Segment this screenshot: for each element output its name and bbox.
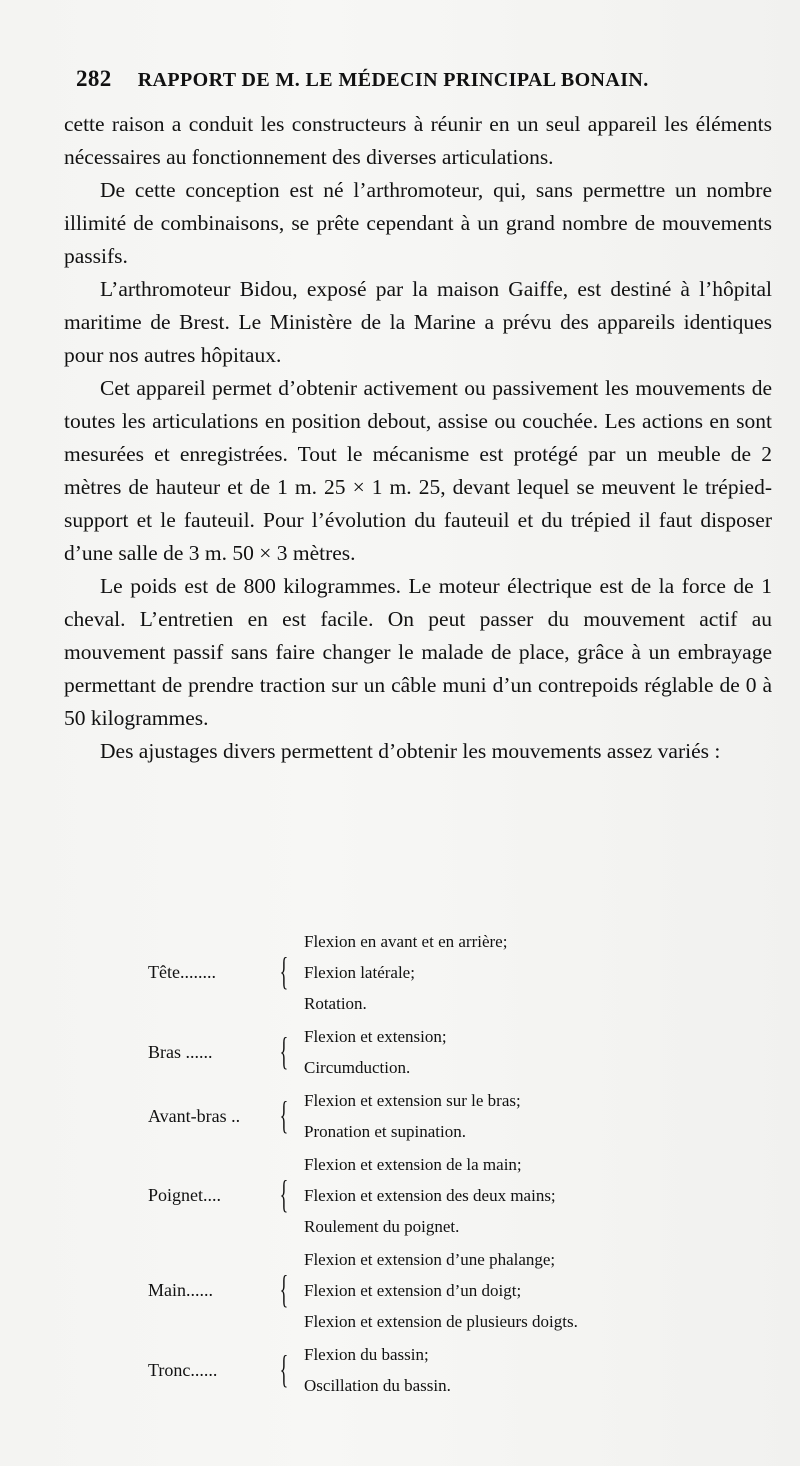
movement-item: Oscillation du bassin. — [304, 1376, 451, 1395]
movement-group-avant-bras — [148, 1085, 718, 1147]
movement-item: Roulement du poignet. — [304, 1217, 460, 1236]
brace-icon: { — [279, 1092, 289, 1137]
movement-group-main — [148, 1244, 718, 1337]
movement-item: Flexion et extension; — [304, 1027, 447, 1046]
paragraph-3: L’arthromoteur Bidou, exposé par la maison Gaiffe, est destiné à l’hôpital maritime de Brest. Le Ministère de la Marine a prévu des appareils identiques pour nos autres hôpitaux. — [64, 277, 772, 367]
group-items — [304, 1021, 447, 1083]
movement-item: Flexion latérale; — [304, 963, 415, 982]
paragraph-6: Des ajustages divers permettent d’obtenir les mouvements assez variés : — [100, 739, 721, 763]
brace-icon: { — [279, 1267, 289, 1312]
group-items — [304, 926, 507, 1019]
movement-item: Flexion en avant et en arrière; — [304, 932, 508, 951]
movement-item: Pronation et supination. — [304, 1122, 466, 1141]
movement-group-tronc — [148, 1339, 718, 1401]
movement-item: Flexion et extension des deux mains; — [304, 1186, 556, 1205]
group-label: Main...... — [148, 1280, 213, 1300]
group-items — [304, 1085, 521, 1147]
movements-table — [148, 926, 718, 1403]
movement-item: Flexion et extension de plusieurs doigts. — [304, 1312, 578, 1331]
movement-item: Flexion et extension d’une phalange; — [304, 1250, 556, 1269]
movement-item: Circumduction. — [304, 1058, 411, 1077]
group-label: Avant-bras .. — [148, 1105, 241, 1126]
brace-icon: { — [279, 949, 289, 994]
movement-item: Flexion du bassin; — [304, 1345, 429, 1364]
brace-icon: { — [279, 1346, 289, 1391]
brace-icon: { — [279, 1028, 289, 1073]
group-items — [304, 1339, 451, 1401]
movement-item: Flexion et extension sur le bras; — [304, 1091, 521, 1110]
page-header — [76, 66, 702, 100]
movement-item: Flexion et extension de la main; — [304, 1155, 522, 1174]
paragraph-5: Le poids est de 800 kilogrammes. Le moteur électrique est de la force de 1 cheval. L’entretien en est facile. On peut passer du mouvement actif au mouvement passif sans faire changer le malade de place, grâce à un embrayage permettant de prendre traction sur un câble muni d’un contrepoids réglable de 0 à 50 kilogrammes. — [64, 574, 772, 730]
brace-icon: { — [279, 1172, 289, 1217]
movement-group-poignet — [148, 1149, 718, 1242]
group-label: Bras ...... — [148, 1041, 213, 1062]
group-items — [304, 1244, 578, 1337]
group-label: Tête........ — [148, 962, 216, 982]
paragraph-4: Cet appareil permet d’obtenir activement ou passivement les mouvements de toutes les articulations en position debout, assise ou couchée. Les actions en sont mesurées et enregistrées. Tout le mécanisme est protégé par un meuble de 2 mètres de hauteur et de 1 m. 25 × 1 m. 25, devant lequel se meuvent le trépied-support et le fauteuil. Pour l’évolution du fauteuil et du trépied il faut disposer d’une salle de 3 m. 50 × 3 mètres. — [64, 376, 772, 565]
running-title: RAPPORT DE M. LE MÉDECIN PRINCIPAL BONAIN. — [137, 69, 649, 91]
group-items — [304, 1149, 556, 1242]
movement-group-bras — [148, 1021, 718, 1083]
movement-item: Flexion et extension d’un doigt; — [304, 1281, 522, 1300]
movement-group-tete — [148, 926, 718, 1019]
group-label: Tronc...... — [148, 1359, 218, 1380]
main-text — [64, 108, 772, 768]
page-number: 282 — [76, 66, 112, 91]
paragraph-1: cette raison a conduit les constructeurs à réunir en un seul appareil les éléments nécessaires au fonctionnement des diverses articulations. — [64, 112, 772, 169]
paragraph-2: De cette conception est né l’arthromoteur, qui, sans permettre un nombre illimité de combinaisons, se prête cependant à un grand nombre de mouvements passifs. — [64, 178, 772, 268]
group-label: Poignet.... — [148, 1185, 222, 1205]
movement-item: Rotation. — [304, 994, 367, 1013]
